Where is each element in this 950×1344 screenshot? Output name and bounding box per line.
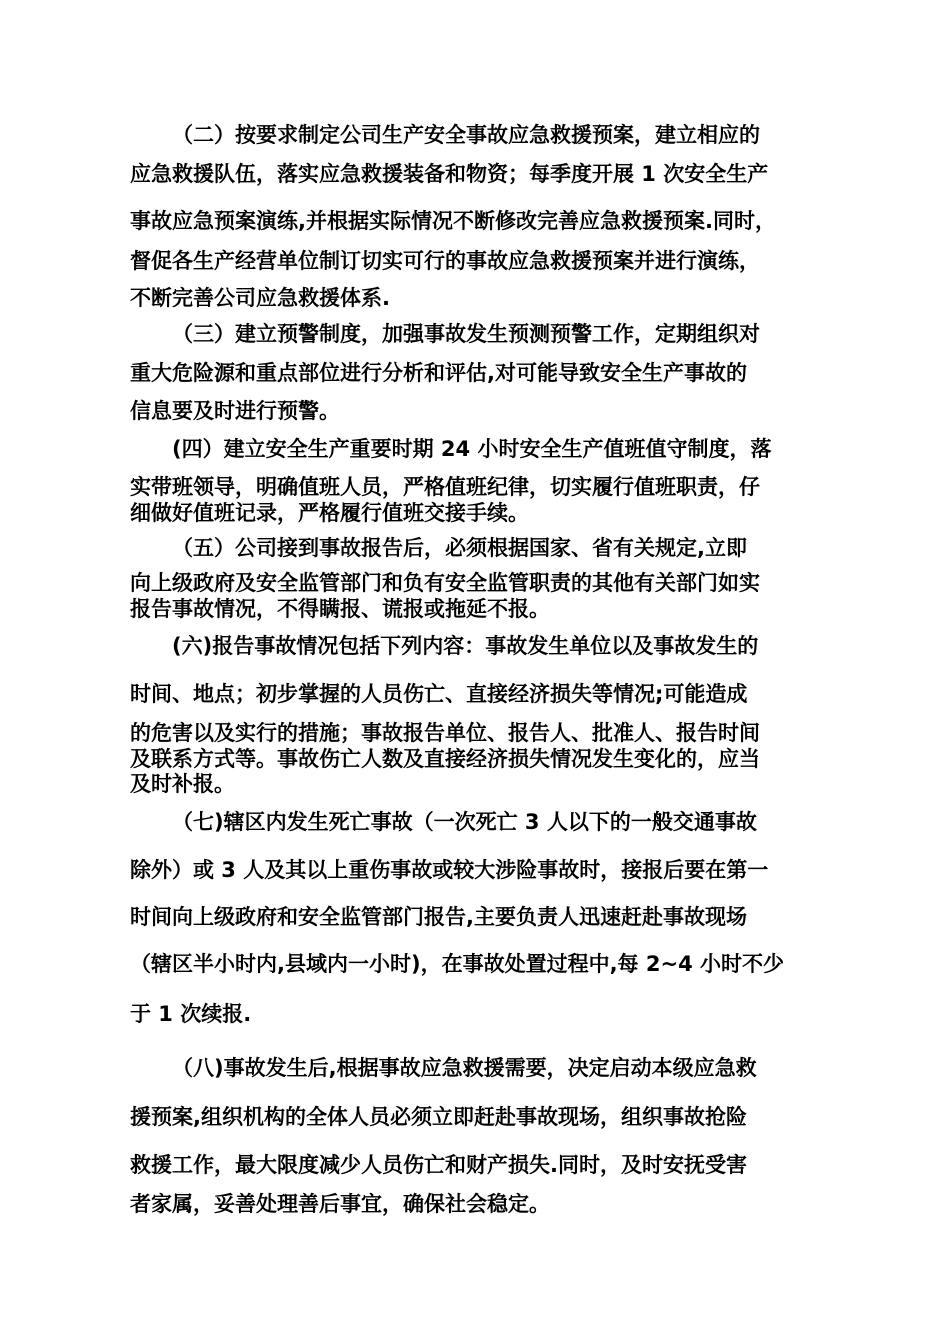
paragraph-5-line-1: （五）公司接到事故报告后，必须根据国家、省有关规定,立即 — [172, 536, 747, 560]
paragraph-4-line-1: (四）建立安全生产重要时期 24 小时安全生产值班值守制度，落 — [172, 437, 772, 461]
paragraph-7-line-3: 时间向上级政府和安全监管部门报告,主要负责人迅速赶赴事故现场 — [130, 905, 747, 929]
paragraph-6-line-4: 及联系方式等。事故伤亡人数及直接经济损失情况发生变化的，应当 — [130, 747, 760, 771]
paragraph-6-line-2: 时间、地点；初步掌握的人员伤亡、直接经济损失等情况;可能造成 — [130, 682, 748, 706]
paragraph-2-line-1: （二）按要求制定公司生产安全事故应急救援预案，建立相应的 — [172, 123, 760, 147]
paragraph-7-line-5: 于 1 次续报. — [130, 1002, 252, 1026]
paragraph-2-line-5: 不断完善公司应急救援体系. — [130, 286, 390, 310]
paragraph-6-line-1: (六)报告事故情况包括下列内容：事故发生单位以及事故发生的 — [172, 634, 759, 658]
paragraph-2-line-2: 应急救援队伍，落实应急救援装备和物资；每季度开展 1 次安全生产 — [130, 162, 769, 186]
paragraph-8-line-3: 救援工作，最大限度减少人员伤亡和财产损失.同时，及时安抚受害 — [130, 1153, 747, 1177]
paragraph-8-line-1: （八)事故发生后,根据事故应急救援需要，决定启动本级应急救 — [172, 1056, 757, 1080]
paragraph-8-line-4: 者家属，妥善处理善后事宜，确保社会稳定。 — [130, 1192, 550, 1216]
paragraph-3-line-2: 重大危险源和重点部位进行分析和评估,对可能导致安全生产事故的 — [130, 361, 747, 385]
paragraph-3-line-3: 信息要及时进行预警。 — [130, 399, 340, 423]
paragraph-5-line-2: 向上级政府及安全监管部门和负有安全监管职责的其他有关部门如实 — [130, 571, 760, 595]
paragraph-4-line-3: 细做好值班记录，严格履行值班交接手续。 — [130, 501, 529, 525]
paragraph-5-line-3: 报告事故情况，不得瞒报、谎报或拖延不报。 — [130, 597, 550, 621]
paragraph-7-line-2: 除外）或 3 人及其以上重伤事故或较大涉险事故时，接报后要在第一 — [130, 858, 769, 882]
paragraph-2-line-3: 事故应急预案演练,并根据实际情况不断修改完善应急救援预案.同时， — [130, 209, 776, 233]
paragraph-6-line-5: 及时补报。 — [130, 772, 235, 796]
paragraph-4-line-2: 实带班领导，明确值班人员，严格值班纪律，切实履行值班职责，仔 — [130, 475, 760, 499]
paragraph-6-line-3: 的危害以及实行的措施；事故报告单位、报告人、批准人、报告时间 — [130, 721, 760, 745]
paragraph-7-line-1: （七)辖区内发生死亡事故（一次死亡 3 人以下的一般交通事故 — [172, 810, 757, 834]
paragraph-3-line-1: （三）建立预警制度，加强事故发生预测预警工作，定期组织对 — [172, 322, 760, 346]
paragraph-7-line-4: （辖区半小时内,县域内一小时)，在事故处置过程中,每 2~4 小时不少 — [130, 952, 784, 976]
paragraph-2-line-4: 督促各生产经营单位制订切实可行的事故应急救援预案并进行演练， — [130, 249, 760, 273]
paragraph-8-line-2: 援预案,组织机构的全体人员必须立即赶赴事故现场，组织事故抢险 — [130, 1105, 747, 1129]
